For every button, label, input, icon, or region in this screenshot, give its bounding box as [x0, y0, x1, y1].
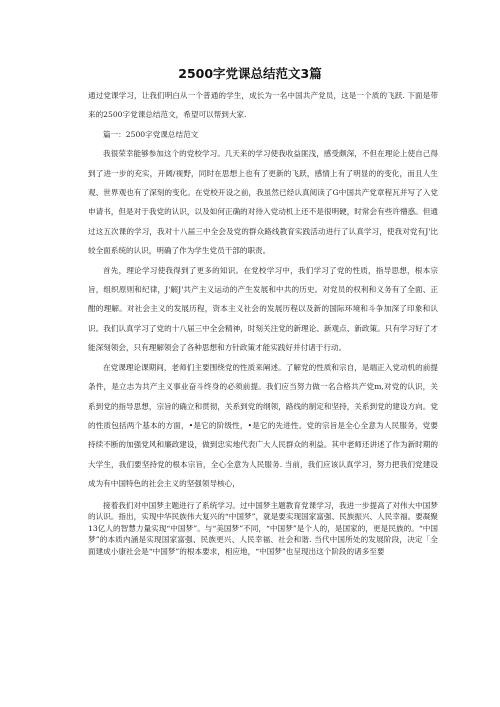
body-paragraph: 首先，理论学习使我得到了更多的知识。在党校学习中，我们学习了党的性质，指导思想，根本宗旨，组织原则和纪律，J'解J'共产主义运动的产生发展和中共的历史。对党员的权利和义务有了全面、正酣的理解。对社会主义的发展历程，资本主义社会的发展历程以及新的国际环境和斗争加深了印象和认识。我们认真学习了党的十八届三中全会精神，时刻关注党的新理论、新观点、新政策。只有学习好了才能深刻领会，只有理解领会了各种思想和方针政策才能实践好并付诸于行动。: [88, 265, 438, 353]
document-body: [88, 86, 438, 558]
intro-paragraph: 通过党课学习，让我们明白从一个普通的学生，成长为一名中国共产党员，这是一个质的飞跃. 下面是带来的2500字党课总结范文，希望可以帮到大家.: [88, 91, 438, 120]
document-title: 2500字党课总结范文3篇: [178, 66, 322, 81]
body-paragraph: 我很荣幸能够参加这个的党校学习。几天来的学习使我收益匪浅，感受颇深，不但在理论上使自己得到了进一步的充实，开阔/视野，同时在思想上也有了更新的飞跃，感情上有了明显的的变化，而且人生观、世界观也有了深刻的变化。在党校开设之前，我虽然已经认真阅读了G中国共产党章程瓦并写了入党申请书，但是对于我党的认识，以及如何正确的对待入党动机上还不是很明硬，时常会有些许懵惑。但通过这五次课的学习，我对十八届三中全会及党的群众路线教育实践活动进行了认真学习，使我对党有J'比较全面系统的认识，明确了作为学生党员干部的职责。: [88, 149, 438, 256]
body-paragraph: 在党课理论课期间，老师们主要围绕党的性质来阐述。了解党的性质和宗自，是端正入党动机的前提条件，是立志为共产主义事业奋斗终身的必须前提。我们应当努力做一名合格共产党m,对党的认识，关系到党的指导思想，宗旨的确立和贯彻，关系到党的纲领，路线的制定和坚持，关系到党的建设方向。党的性质包括两个基本的方面，•是它的阶级性，•是它的先进性。党的宗旨是全心全意为人民服务，党要持续不断的加强党风和廉政建设，做到忠实地代表广大人民群众的利益。其中老师还讲述了作为新时期的大学生，我们要坚持党的根本宗旨，全心全意为人民服务. 当前，我们应该认真学习，努力把我们党建设成为有中国特色的社会主义的坚强领导核心，: [88, 362, 438, 489]
final-paragraph: 接着我们对中国梦主题进行了系统学习。过中国梦主题教育党课学习，我进一步提高了对伟大中国梦的认识。指出，实现中华民族伟大复兴的“中国梦”，就是要实现国家富强、民族振兴、人民幸福。要凝聚13亿人的智慧力量实现“中国梦”。与“美国梦”不同，“中国梦”是个人的，是国家的，更是民族的。“中国梦”的本质内涵是实现国家富强、民族更兴、人民幸福、社会和谐. 当代中国所处的发展阶段，决定「全面建成小康社会是“中国梦”的根本要求，相应地，“中国梦”也呈现出这个阶段的诸多至要: [88, 500, 438, 556]
section-heading: 篇一：2500字党课总结范文: [103, 129, 199, 139]
